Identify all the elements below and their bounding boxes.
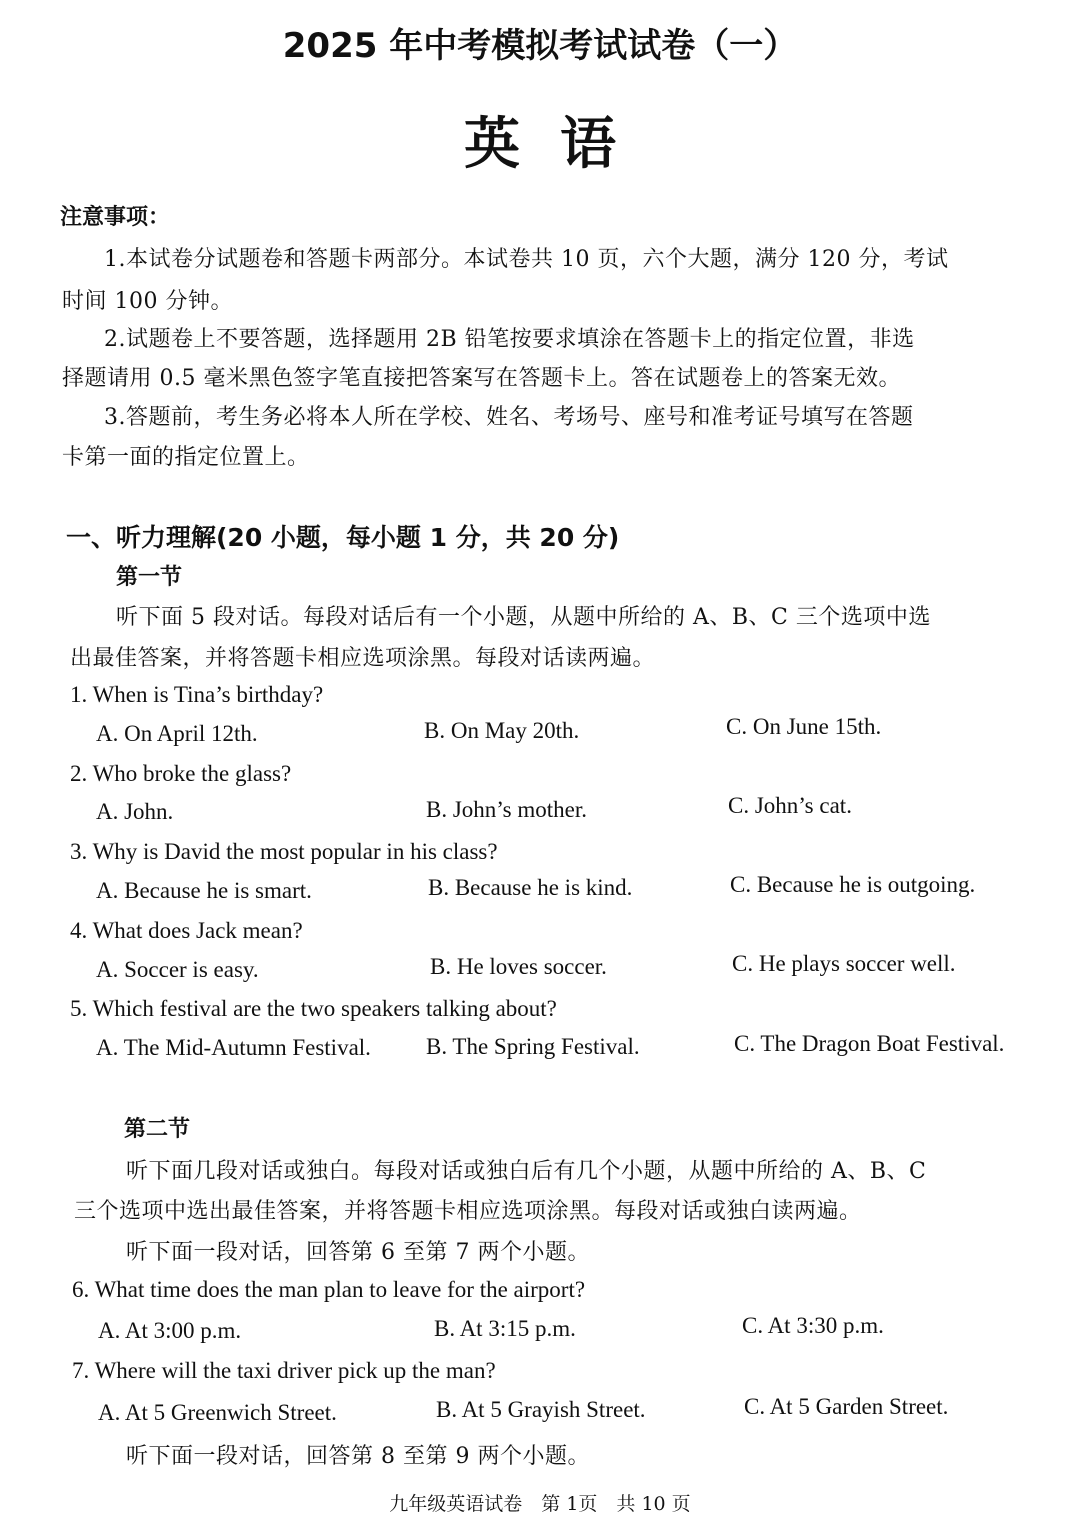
option-b: B. At 5 Grayish Street.: [436, 1397, 646, 1422]
question-text: 7. Where will the taxi driver pick up the man?: [72, 1358, 496, 1383]
option-a: A. On April 12th.: [96, 721, 258, 746]
option-a: A. Because he is smart.: [96, 878, 312, 903]
question-text: 5. Which festival are the two speakers talking about?: [70, 996, 557, 1021]
subject-title: 英语: [464, 111, 656, 177]
option-a: A. The Mid-Autumn Festival.: [96, 1035, 371, 1060]
option-c: C. At 3:30 p.m.: [742, 1313, 884, 1338]
option-b: B. He loves soccer.: [430, 954, 607, 979]
option-b: B. The Spring Festival.: [426, 1034, 640, 1059]
option-a: A. At 5 Greenwich Street.: [98, 1400, 337, 1425]
question-text: 1. When is Tina’s birthday?: [70, 682, 324, 707]
instruction-line: 听下面几段对话或独白。每段对话或独白后有几个小题，从题中所给的 A、B、C: [126, 1159, 927, 1184]
question-text: 2. Who broke the glass?: [70, 761, 292, 786]
instruction-line: 三个选项中选出最佳答案，并将答题卡相应选项涂黑。每段对话或独白读两遍。: [74, 1199, 862, 1224]
notice-line: 1.本试卷分试题卷和答题卡两部分。本试卷共 10 页，六个大题，满分 120 分，考试: [104, 247, 949, 272]
question-text: 4. What does Jack mean?: [70, 918, 303, 943]
question-text: 6. What time does the man plan to leave for the airport?: [72, 1277, 586, 1302]
notice-line: 择题请用 0.5 毫米黑色签字笔直接把答案写在答题卡上。答在试题卷上的答案无效。: [62, 366, 901, 391]
option-c: C. On June 15th.: [726, 714, 882, 739]
option-b: B. At 3:15 p.m.: [434, 1316, 576, 1341]
instruction-line: 出最佳答案，并将答题卡相应选项涂黑。每段对话读两遍。: [70, 646, 656, 671]
section-heading-listening: 一、听力理解(20 小题，每小题 1 分，共 20 分): [66, 523, 620, 552]
option-a: A. Soccer is easy.: [96, 957, 259, 982]
option-c: C. John’s cat.: [728, 793, 852, 818]
dialogue-intro: 听下面一段对话，回答第 8 至第 9 两个小题。: [126, 1444, 590, 1469]
option-b: B. On May 20th.: [424, 718, 580, 743]
question-text: 3. Why is David the most popular in his class?: [70, 839, 498, 864]
exam-title: 2025 年中考模拟考试试卷（一）: [282, 26, 798, 66]
option-b: B. John’s mother.: [426, 797, 588, 822]
notice-line: 时间 100 分钟。: [62, 289, 233, 314]
option-c: C. He plays soccer well.: [732, 951, 956, 976]
option-b: B. Because he is kind.: [428, 875, 633, 900]
option-c: C. Because he is outgoing.: [730, 872, 976, 897]
part-heading: 第二节: [124, 1117, 191, 1142]
notice-line: 3.答题前，考生务必将本人所在学校、姓名、考场号、座号和准考证号填写在答题: [104, 405, 914, 430]
option-a: A. John.: [96, 799, 174, 824]
part-heading: 第一节: [116, 565, 183, 590]
instruction-line: 听下面 5 段对话。每段对话后有一个小题，从题中所给的 A、B、C 三个选项中选: [116, 605, 931, 630]
option-c: C. At 5 Garden Street.: [744, 1394, 949, 1419]
notice-line: 卡第一面的指定位置上。: [62, 445, 310, 470]
notice-line: 2.试题卷上不要答题，选择题用 2B 铅笔按要求填涂在答题卡上的指定位置，非选: [104, 327, 915, 352]
page-footer: 九年级英语试卷 第 1页 共 10 页: [389, 1493, 691, 1515]
option-a: A. At 3:00 p.m.: [98, 1318, 242, 1343]
dialogue-intro: 听下面一段对话，回答第 6 至第 7 两个小题。: [126, 1240, 590, 1265]
notice-heading: 注意事项：: [60, 205, 171, 230]
option-c: C. The Dragon Boat Festival.: [734, 1031, 1005, 1056]
